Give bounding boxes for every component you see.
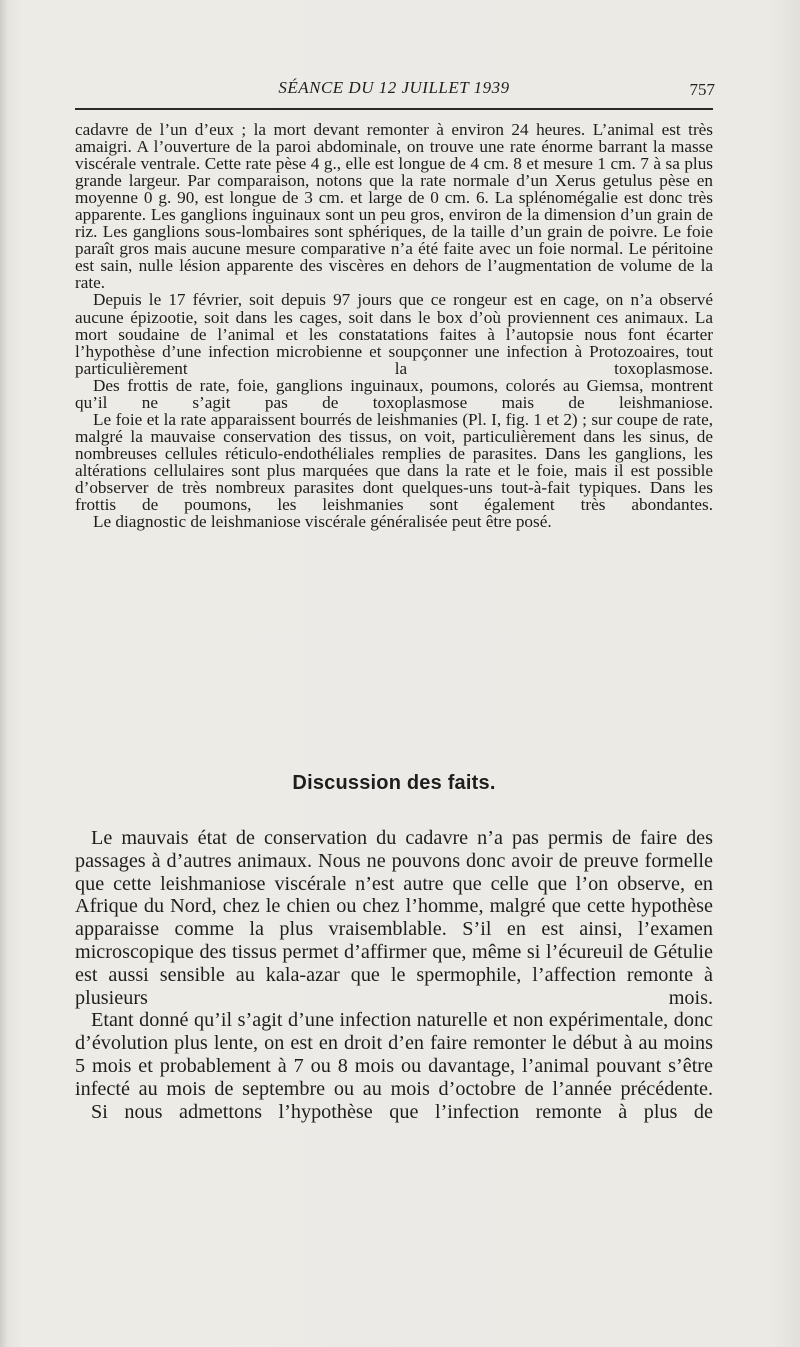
discussion-text [75, 827, 713, 1123]
paragraph: Si nous admettons l’hypothèse que l’infection remonte à plus de [91, 1100, 713, 1123]
paragraph: Etant donné qu’il s’agit d’une infection naturelle et non expérimentale, donc d’évolution plus lente, on est en droit d’en faire remonter le début à au moins 5 mois et probablement à 7 ou 8 mois ou davantage, l’animal pouvant s’être infecté au mois de septembre ou au mois d’octobre de l’année précédente. [75, 1009, 713, 1100]
paragraph: Le mauvais état de conservation du cadavre n’a pas permis de faire des passages à d’autres animaux. Nous ne pouvons donc avoir de preuve formelle que cette leishmaniose viscérale n’est autre que celle que l’on observe, en Afrique du Nord, chez le chien ou chez l’homme, malgré que cette hypothèse apparaisse comme la plus vraisemblable. S’il en est ainsi, l’examen microscopique des tissus permet d’affirmer que, même si l’écureuil de Gétulie est aussi sensible au kala-azar que le spermophile, l’affection remonte à plusieurs mois. [75, 827, 713, 1009]
header-rule [75, 108, 713, 110]
paragraph: Le diagnostic de leishmaniose viscérale généralisée peut être posé. [93, 512, 552, 532]
page-number: 757 [689, 80, 715, 99]
observation-text [75, 121, 713, 530]
page-header [75, 74, 713, 102]
section-title: Discussion des faits. [292, 772, 496, 794]
paragraph: Le foie et la rate apparaissent bourrés de leishmanies (Pl. I, fig. 1 et 2) ; sur coupe de rate, malgré la mauvaise conservation des tissus, on voit, particulièrement dans les sinus, de nombreuses cellules réticulo-endothéliales remplies de parasites. Dans les ganglions, les altérations cellulaires sont plus marquées que dans la rate et le foie, mais il est possible d’observer de très nombreux parasites dont quelques-uns tout-à-fait typiques. Dans les frottis de poumons, les leishmanies sont également très abondantes. [75, 409, 713, 515]
running-head: SÉANCE DU 12 JUILLET 1939 [278, 78, 510, 97]
paragraph: Des frottis de rate, foie, ganglions inguinaux, poumons, colorés au Giemsa, montrent qu’il ne s’agit pas de toxoplasmose mais de leishmaniose. [75, 375, 713, 412]
paragraph: cadavre de l’un d’eux ; la mort devant remonter à environ 24 heures. L’animal est très amaigri. A l’ouverture de la paroi abdominale, on trouve une rate énorme barrant la masse viscérale ventrale. Cette rate pèse 4 g., elle est longue de 4 cm. 8 et mesure 1 cm. 7 à sa plus grande largeur. Par comparaison, notons que la rate normale d’un Xerus getulus pèse en moyenne 0 g. 90, est longue de 3 cm. et large de 0 cm. 6. La splénomégalie est donc très apparente. Les ganglions inguinaux sont un peu gros, environ de la dimension d’un grain de riz. Les ganglions sous-lombaires sont sphériques, de la taille d’un grain de poivre. Le foie paraît gros mais aucune mesure comparative n’a été faite avec un foie normal. Le péritoine est sain, nulle lésion apparente des viscères en dehors de l’augmentation de volume de la rate. [75, 120, 713, 293]
paragraph: Depuis le 17 février, soit depuis 97 jours que ce rongeur est en cage, on n’a observé aucune épizootie, soit dans les cages, soit dans le box d’où proviennent ces animaux. La mort soudaine de l’animal et les constatations faites à l’autopsie nous font écarter l’hypothèse d’une infection microbienne et soupçonner une infection à Protozoaires, tout particulièrement la toxoplasmose. [75, 290, 713, 378]
